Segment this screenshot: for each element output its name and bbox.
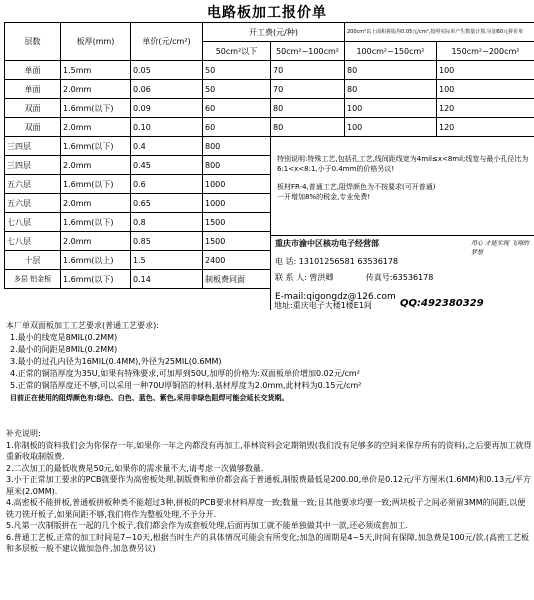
cell-fee: 1000 (203, 175, 271, 194)
cell-fee: 80 (271, 99, 345, 118)
cell-layers: 单面 (5, 61, 61, 80)
phone-row (275, 256, 534, 267)
cell-thickness: 1.6mm(以下) (61, 137, 131, 156)
cell-fee: 2400 (203, 251, 271, 270)
table-row (5, 99, 534, 118)
header-note: 200cm²以上面积拼版均0.05元/cm²,按照实际单产生数量计算,另加60元拼价单 (345, 23, 534, 42)
fax-value: 63536178 (392, 273, 434, 282)
cell-layers: 双面 (5, 118, 61, 137)
cell-thickness: 1.6mm(以上) (61, 251, 131, 270)
cell-fee: 1000 (203, 194, 271, 213)
fax-label: 传真号: (365, 273, 393, 282)
solder-mask-colors: 目前正在使用的阻焊颜色有:绿色、白色、蓝色、紫色,采用非绿色阻焊可能会延长交货期。 (10, 394, 289, 402)
cell-fee: 120 (437, 99, 534, 118)
supplement-item: 4.高密板不能拼板,普通板拼板种类不能超过3种,拼板的PCB要求材料厚度一致;数量一致;且其他要求均要一致;两块板子之间必须留3MM的间距,以便铣刀铣开板子,如果间距不够,我们将作为整板处理,不予分开. (6, 498, 526, 519)
cell-fee: 1500 (203, 213, 271, 232)
table-row (5, 118, 534, 137)
cell-fee: 100 (345, 118, 437, 137)
cell-thickness: 2.0mm (61, 80, 131, 99)
cell-price: 1.5 (131, 251, 203, 270)
requirement-item: 2.最小的间距是8MIL(0.2MM) (10, 345, 118, 354)
header-unit-price: 单价(元/cm²) (131, 23, 203, 61)
cell-fee: 50 (203, 61, 271, 80)
header-layers: 层数 (5, 23, 61, 61)
cell-layers: 多层 铝金板 (5, 270, 61, 289)
supplement-item: 1.你制板的资料我们会为你保存一年,如果你一年之内都没有再加工,菲林资料会定期销毁(我们没有足够多的空间来保存所有的资料),之后要再加工就得重新收取制版费. (6, 440, 532, 461)
company-slogan: 用心 才能实现 飞翔的梦想 (471, 240, 529, 256)
requirement-item: 3.最小的过孔内径为16MIL(0.4MM),外径为25MIL(0.6MM) (10, 357, 222, 366)
cell-layers: 七八层 (5, 232, 61, 251)
size-col: 150cm²~200cm² (437, 42, 534, 61)
table-row (5, 80, 534, 99)
cell-layers: 十层 (5, 251, 61, 270)
cell-fee: 60 (203, 99, 271, 118)
cell-thickness: 2.0mm (61, 156, 131, 175)
cell-fee: 120 (437, 118, 534, 137)
company-name: 重庆市渝中区核功电子经营部 (275, 239, 379, 248)
cell-layers: 五六层 (5, 194, 61, 213)
cell-price: 0.65 (131, 194, 203, 213)
size-col: 50cm²以下 (203, 42, 271, 61)
special-note-line: 一开增加8%的税金,专业免费! (277, 193, 371, 201)
table-header-row (5, 23, 534, 42)
cell-thickness: 2.0mm (61, 232, 131, 251)
page-title: 电路板加工报价单 (207, 5, 327, 21)
size-col: 100cm²~150cm² (345, 42, 437, 61)
cell-fee: 制板费同面 (203, 270, 271, 289)
cell-fee: 60 (203, 118, 271, 137)
requirement-item: 1.最小的线宽是8MIL(0.2MM) (10, 333, 118, 342)
cell-price: 0.09 (131, 99, 203, 118)
email[interactable]: E-mail:qigongdz@126.com (275, 292, 396, 302)
cell-price: 0.6 (131, 175, 203, 194)
cell-fee: 80 (345, 80, 437, 99)
cell-thickness: 2.0mm (61, 194, 131, 213)
cell-fee: 100 (437, 80, 534, 99)
cell-price: 0.4 (131, 137, 203, 156)
cell-thickness: 1.6mm(以下) (61, 270, 131, 289)
cell-fee: 100 (437, 61, 534, 80)
company-address: 地址:重庆电子大楼1楼E1间 (274, 301, 372, 310)
supplement-item: 2.二次加工的最低收费是50元,如果你的需求量不大,请考虑一次做够数量. (6, 463, 264, 473)
cell-thickness: 2.0mm (61, 118, 131, 137)
phone-value: 13101256581 63536178 (298, 257, 399, 266)
cell-layers: 七八层 (5, 213, 61, 232)
contact-row (275, 272, 534, 283)
process-requirements (6, 320, 532, 404)
cell-fee: 1500 (203, 232, 271, 251)
cell-price: 0.45 (131, 156, 203, 175)
cell-fee: 800 (203, 156, 271, 175)
cell-fee: 70 (271, 80, 345, 99)
price-table-area (4, 22, 534, 316)
header-setup-fee: 开工费(元/种) (203, 23, 345, 42)
requirement-item: 5.正常的铜箔厚度还不够,可以采用一种70U厚铜箔的材料,基材厚度为2.0mm,此材料为0.15元/cm² (10, 381, 362, 390)
supplement-item: 6.普通工艺板,正常的加工时间是7~10天,根据当时生产的具体情况可能会有所变化;加急的周期是4~5天,时间有保障,加急费是100元/款.(高密工艺板和多层板一般不建议做加急件,加急费另议) (6, 532, 529, 553)
supplement-heading: 补充说明: (6, 429, 41, 438)
cell-thickness: 1.6mm(以下) (61, 213, 131, 232)
cell-price: 0.10 (131, 118, 203, 137)
cell-fee: 80 (271, 118, 345, 137)
cell-price: 0.14 (131, 270, 203, 289)
cell-fee: 50 (203, 80, 271, 99)
supplement-item: 5.凡第一次制版拼在一起的几个板子,我们都会作为成套板处理,后面再加工就不能单独做其中一款,还必须成套加工. (6, 521, 408, 530)
contact-value: 曾洪卿 (309, 273, 334, 282)
cell-fee: 80 (345, 61, 437, 80)
header-thickness: 板厚(mm) (61, 23, 131, 61)
requirement-item: 4.正常的铜箔厚度为35U,如果有特殊要求,可加厚到50U,加厚的价格为:双面板单价增加0.02元/cm² (10, 369, 360, 378)
cell-price: 0.06 (131, 80, 203, 99)
qq-number: QQ:492380329 (400, 298, 484, 309)
cell-thickness: 1.6mm(以下) (61, 175, 131, 194)
special-note-box (270, 150, 534, 235)
cell-price: 0.05 (131, 61, 203, 80)
table-row (5, 61, 534, 80)
cell-layers: 单面 (5, 80, 61, 99)
special-note-line: 特别说明:特殊工艺,包括孔工艺,线间距线宽为4mil≤x<8mil;线宽与最小孔径比为6:1<x<8:1,小于0.4mm的价格另议! (277, 155, 529, 173)
cell-thickness: 1.5mm (61, 61, 131, 80)
phone-label: 电 话: (275, 257, 297, 266)
cell-price: 0.85 (131, 232, 203, 251)
cell-layers: 三四层 (5, 156, 61, 175)
cell-fee: 100 (345, 99, 437, 118)
cell-thickness: 1.6mm(以下) (61, 99, 131, 118)
special-note-line: 板材FR-4,普通工艺,阻焊颜色为不按要求(可开普通) (277, 183, 436, 191)
requirements-heading: 本厂单双面板加工工艺要求(普通工艺要求): (6, 321, 159, 330)
cell-layers: 三四层 (5, 137, 61, 156)
size-col: 50cm²~100cm² (271, 42, 345, 61)
cell-layers: 双面 (5, 99, 61, 118)
cell-fee: 800 (203, 137, 271, 156)
supplement-item: 3.小于正常加工要求的PCB就要作为高密板处理,制版费和单价都会高于普通板,制版费最低是200.00,单价是0.12元/平方厘米(1.6MM)和0.13元/平方厘米(2.0MM). (6, 475, 531, 496)
cell-fee: 70 (271, 61, 345, 80)
supplementary-notes (6, 428, 532, 555)
cell-layers: 五六层 (5, 175, 61, 194)
cell-price: 0.8 (131, 213, 203, 232)
contact-label: 联 系 人: (275, 273, 307, 282)
